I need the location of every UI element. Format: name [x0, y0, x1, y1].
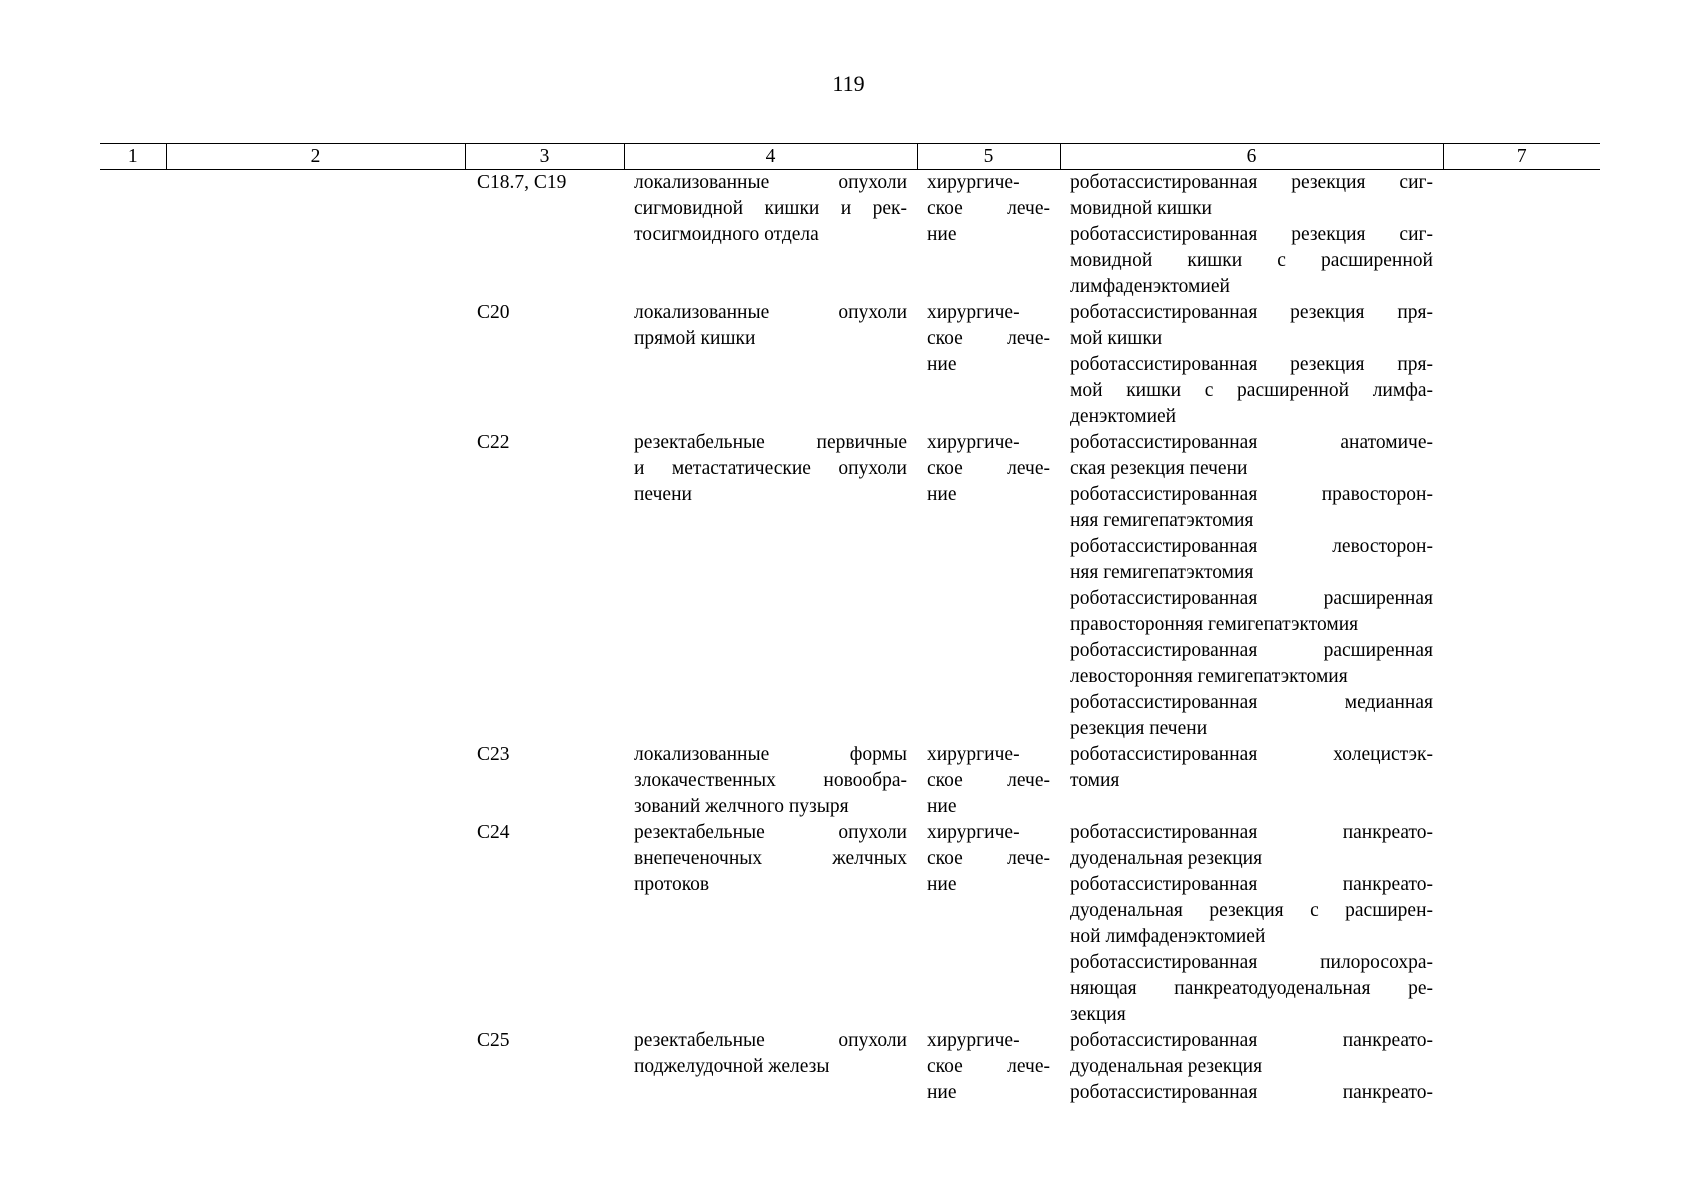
- condition-description: [624, 430, 917, 742]
- treatment-method-line: роботассистированная панкреато-: [1070, 1082, 1433, 1103]
- treatment-methods: [1060, 300, 1443, 430]
- treatment-type-line: ское лече-: [927, 848, 1050, 869]
- condition-description-line: локализованные опухоли: [634, 172, 907, 193]
- condition-description-line: протоков: [634, 874, 710, 895]
- treatment-method: [1070, 820, 1433, 872]
- empty-cell: [1443, 170, 1600, 301]
- table-row: [100, 820, 1600, 1028]
- treatment-type-line: ние: [927, 484, 957, 505]
- treatment-type-line: ское лече-: [927, 328, 1050, 349]
- empty-cell: [1443, 300, 1600, 430]
- empty-cell: [166, 742, 465, 820]
- treatment-method: [1070, 300, 1433, 352]
- treatment-method-line: роботассистированная резекция сиг-: [1070, 224, 1433, 245]
- treatment-method: [1070, 352, 1433, 430]
- treatment-type-line: хирургиче-: [927, 1030, 1020, 1051]
- treatment-method-line: томия: [1070, 770, 1120, 791]
- treatment-type-line: ское лече-: [927, 198, 1050, 219]
- treatment-method-line: дуоденальная резекция: [1070, 848, 1263, 869]
- treatment-method-line: ская резекция печени: [1070, 458, 1248, 479]
- treatment-method-line: лимфаденэктомией: [1070, 276, 1230, 297]
- treatment-method-line: роботассистированная расширенная: [1070, 588, 1433, 609]
- treatment-method-line: роботассистированная медианная: [1070, 692, 1433, 713]
- treatment-method-line: денэктомией: [1070, 406, 1177, 427]
- treatment-method-line: дуоденальная резекция: [1070, 1056, 1263, 1077]
- column-header-4: 4: [624, 144, 917, 170]
- condition-description: [624, 820, 917, 1028]
- treatment-type-line: хирургиче-: [927, 822, 1020, 843]
- condition-description-line: злокачественных новообра-: [634, 770, 907, 791]
- treatment-method-line: мовидной кишки с расширенной: [1070, 250, 1433, 271]
- treatment-method: [1070, 534, 1433, 586]
- empty-cell: [1443, 820, 1600, 1028]
- condition-description: [624, 1028, 917, 1106]
- treatment-method: [1070, 170, 1433, 222]
- diagnosis-code: С23: [477, 744, 510, 765]
- empty-cell: [100, 742, 166, 820]
- treatment-methods: [1060, 170, 1443, 301]
- treatment-method-line: роботассистированная левосторон-: [1070, 536, 1433, 557]
- treatment-method: [1070, 742, 1433, 794]
- condition-description: [624, 300, 917, 430]
- condition-description-line: прямой кишки: [634, 328, 756, 349]
- treatment-method-line: левосторонняя гемигепатэктомия: [1070, 666, 1348, 687]
- empty-cell: [166, 170, 465, 301]
- empty-cell: [166, 820, 465, 1028]
- treatment-method-line: роботассистированная панкреато-: [1070, 874, 1433, 895]
- empty-cell: [166, 300, 465, 430]
- column-header-1: 1: [100, 144, 166, 170]
- condition-description-line: тосигмоидного отдела: [634, 224, 819, 245]
- treatment-type-line: ние: [927, 354, 957, 375]
- empty-cell: [100, 170, 166, 301]
- treatment-method-line: роботассистированная правосторон-: [1070, 484, 1433, 505]
- treatment-type-line: ское лече-: [927, 458, 1050, 479]
- treatment-method-line: роботассистированная резекция сиг-: [1070, 172, 1433, 193]
- empty-cell: [1443, 1028, 1600, 1106]
- condition-description-line: поджелудочной железы: [634, 1056, 830, 1077]
- table-row: [100, 300, 1600, 430]
- treatment-type-line: ское лече-: [927, 1056, 1050, 1077]
- treatment-method: [1070, 430, 1433, 482]
- treatment-method-line: роботассистированная панкреато-: [1070, 1030, 1433, 1051]
- treatment-method-line: мой кишки: [1070, 328, 1163, 349]
- table-row: [100, 170, 1600, 301]
- treatment-table: [100, 143, 1600, 1106]
- treatment-methods: [1060, 742, 1443, 820]
- condition-description-line: резектабельные опухоли: [634, 1030, 907, 1051]
- condition-description: [624, 742, 917, 820]
- condition-description-line: печени: [634, 484, 692, 505]
- empty-cell: [1443, 742, 1600, 820]
- treatment-type-line: ние: [927, 874, 957, 895]
- empty-cell: [100, 1028, 166, 1106]
- diagnosis-code: С20: [477, 302, 510, 323]
- treatment-type: [917, 170, 1060, 301]
- column-header-6: 6: [1060, 144, 1443, 170]
- empty-cell: [100, 430, 166, 742]
- treatment-type-line: ское лече-: [927, 770, 1050, 791]
- treatment-method-line: роботассистированная резекция пря-: [1070, 354, 1433, 375]
- condition-description-line: локализованные опухоли: [634, 302, 907, 323]
- treatment-method-line: няя гемигепатэктомия: [1070, 562, 1254, 583]
- treatment-method: [1070, 1080, 1433, 1106]
- treatment-method-line: мой кишки с расширенной лимфа-: [1070, 380, 1433, 401]
- treatment-type-line: ние: [927, 224, 957, 245]
- treatment-method: [1070, 638, 1433, 690]
- treatment-method-line: правосторонняя гемигепатэктомия: [1070, 614, 1359, 635]
- empty-cell: [166, 1028, 465, 1106]
- treatment-method-line: роботассистированная анатомиче-: [1070, 432, 1433, 453]
- treatment-method-line: ной лимфаденэктомией: [1070, 926, 1266, 947]
- treatment-method-line: роботассистированная холецистэк-: [1070, 744, 1433, 765]
- treatment-method-line: роботассистированная панкреато-: [1070, 822, 1433, 843]
- treatment-type-line: ние: [927, 796, 957, 817]
- treatment-type: [917, 742, 1060, 820]
- treatment-type-line: хирургиче-: [927, 432, 1020, 453]
- treatment-method-line: дуоденальная резекция с расширен-: [1070, 900, 1433, 921]
- treatment-method-line: зекция: [1070, 1004, 1126, 1025]
- condition-description-line: внепеченочных желчных: [634, 848, 907, 869]
- treatment-method-line: мовидной кишки: [1070, 198, 1212, 219]
- column-header-5: 5: [917, 144, 1060, 170]
- treatment-method: [1070, 1028, 1433, 1080]
- treatment-method: [1070, 690, 1433, 742]
- empty-cell: [1443, 430, 1600, 742]
- table-row: [100, 1028, 1600, 1106]
- empty-cell: [100, 820, 166, 1028]
- treatment-method-line: няя гемигепатэктомия: [1070, 510, 1254, 531]
- treatment-method: [1070, 872, 1433, 950]
- treatment-methods: [1060, 820, 1443, 1028]
- treatment-method: [1070, 482, 1433, 534]
- condition-description-line: резектабельные первичные: [634, 432, 907, 453]
- table-row: [100, 742, 1600, 820]
- treatment-method-line: няющая панкреатодуоденальная ре-: [1070, 978, 1433, 999]
- treatment-methods: [1060, 430, 1443, 742]
- treatment-method-line: резекция печени: [1070, 718, 1208, 739]
- condition-description-line: локализованные формы: [634, 744, 907, 765]
- condition-description-line: и метастатические опухоли: [634, 458, 907, 479]
- treatment-method-line: роботассистированная расширенная: [1070, 640, 1433, 661]
- diagnosis-code: С18.7, С19: [477, 172, 567, 193]
- column-header-3: 3: [465, 144, 624, 170]
- condition-description-line: резектабельные опухоли: [634, 822, 907, 843]
- header-row: [100, 144, 1600, 170]
- column-header-7: 7: [1443, 144, 1600, 170]
- condition-description-line: сигмовидной кишки и рек-: [634, 198, 907, 219]
- page-number: 119: [832, 71, 865, 96]
- treatment-method-line: роботассистированная пилоросохра-: [1070, 952, 1433, 973]
- treatment-type-line: хирургиче-: [927, 744, 1020, 765]
- column-header-2: 2: [166, 144, 465, 170]
- treatment-type: [917, 820, 1060, 1028]
- diagnosis-code: С25: [477, 1030, 510, 1051]
- treatment-type-line: хирургиче-: [927, 172, 1020, 193]
- empty-cell: [166, 430, 465, 742]
- diagnosis-code: С24: [477, 822, 510, 843]
- empty-cell: [100, 300, 166, 430]
- treatment-methods: [1060, 1028, 1443, 1106]
- table-row: [100, 430, 1600, 742]
- treatment-method: [1070, 950, 1433, 1028]
- treatment-type-line: ние: [927, 1082, 957, 1103]
- treatment-type: [917, 430, 1060, 742]
- treatment-method: [1070, 222, 1433, 300]
- diagnosis-code: С22: [477, 432, 510, 453]
- condition-description: [624, 170, 917, 301]
- treatment-type-line: хирургиче-: [927, 302, 1020, 323]
- treatment-method-line: роботассистированная резекция пря-: [1070, 302, 1433, 323]
- treatment-method: [1070, 586, 1433, 638]
- treatment-type: [917, 1028, 1060, 1106]
- condition-description-line: зований желчного пузыря: [634, 796, 849, 817]
- treatment-type: [917, 300, 1060, 430]
